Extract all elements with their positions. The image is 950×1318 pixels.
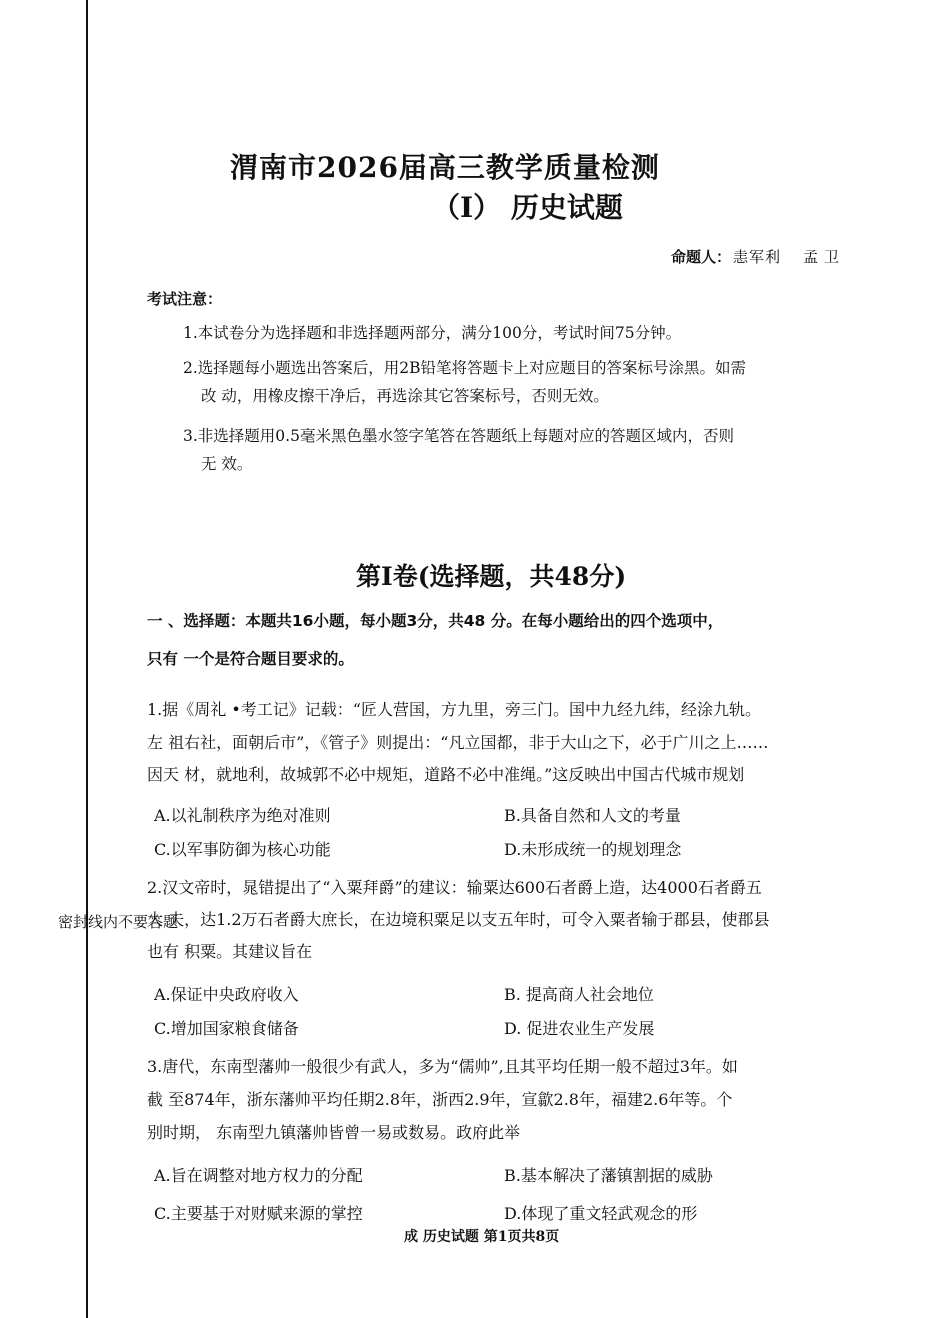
question-1-option-c: C.以军事防御为核心功能 xyxy=(154,840,331,859)
exam-title: 渭南市2026届高三教学质量检测 xyxy=(230,151,660,184)
question-2-option-b: B. 提高商人社会地位 xyxy=(504,985,654,1004)
notice-item-3 xyxy=(183,422,843,478)
author-1: 恚军利 xyxy=(732,248,781,266)
section-desc-line2: 只有 一个是符合题目要求的。 xyxy=(147,650,354,668)
question-3-option-c: C.主要基于对财赋来源的掌控 xyxy=(154,1204,363,1223)
notice-item-3-line2: 无 效。 xyxy=(201,455,253,473)
notice-item-1: 1.本试卷分为选择题和非选择题两部分，满分100分，考试时间75分钟。 xyxy=(183,324,682,342)
author-2: 孟卫 xyxy=(802,248,845,266)
question-2-option-a: A.保证中央政府收入 xyxy=(154,985,299,1004)
question-3-option-b: B.基本解决了藩镇割据的威胁 xyxy=(504,1166,713,1185)
notice-item-3-line1: 3.非选择题用0.5毫米黑色墨水签字笔答在答题纸上每题对应的答题区域内，否则 xyxy=(183,427,734,445)
page-footer: 成 历史试题 第1页共8页 xyxy=(404,1229,560,1245)
notice-item-2-line2: 改 动，用橡皮擦干净后，再选涂其它答案标号，否则无效。 xyxy=(201,387,609,405)
question-1-option-d: D.未形成统一的规划理念 xyxy=(504,840,682,859)
question-2-line1: 2.汉文帝时，晁错提出了“入粟拜爵”的建议：输粟达600石者爵上造，达4000石者爵五 xyxy=(147,878,762,897)
author-line xyxy=(671,246,845,267)
notice-item-2 xyxy=(183,354,843,410)
question-3-line1: 3.唐代，东南型藩帅一般很少有武人，多为“儒帅”,且其平均任期一般不超过3年。如 xyxy=(147,1057,738,1076)
question-1-option-b: B.具备自然和人文的考量 xyxy=(504,806,681,825)
question-1-line3: 因天 材，就地利，故城郭不必中规矩，道路不必中准绳。”这反映出中国古代城市规划 xyxy=(147,765,745,784)
question-3-line2: 截 至874年，浙东藩帅平均任期2.8年，浙西2.9年，宣歙2.8年，福建2.6年等。个 xyxy=(147,1090,733,1109)
section-desc-line1: 一 、选择题：本题共16小题，每小题3分，共48 分。在每小题给出的四个选项中， xyxy=(147,612,724,630)
question-1-line2: 左 祖右社，面朝后市”，《管子》则提出：“凡立国都，非于大山之下，必于广川之上…… xyxy=(147,733,769,752)
question-3-line3: 别时期， 东南型九镇藩帅皆曾一易或数易。政府此举 xyxy=(147,1123,521,1142)
author-label: 命题人： xyxy=(670,248,731,266)
section-title: 第I卷(选择题，共48分) xyxy=(356,562,627,591)
question-3-option-d: D.体现了重文轻武观念的形 xyxy=(504,1204,698,1223)
question-2-option-c: C.增加国家粮食储备 xyxy=(154,1019,299,1038)
notice-heading: 考试注意： xyxy=(147,290,223,308)
binding-margin-line xyxy=(86,0,88,1318)
question-1-line1: 1.据《周礼 •考工记》记载：“匠人营国，方九里，旁三门。国中九经九纬，经涂九轨。 xyxy=(147,700,761,719)
seal-line-notice: 密封线内不要答题 xyxy=(58,913,179,931)
question-3-option-a: A.旨在调整对地方权力的分配 xyxy=(154,1166,363,1185)
question-2-line2: 大 夫，达1.2万石者爵大庶长，在边境积粟足以支五年时，可令入粟者输于郡县，使郡县 xyxy=(147,910,770,929)
exam-subtitle: （I） 历史试题 xyxy=(432,191,623,224)
notice-item-2-line1: 2.选择题每小题选出答案后，用2B铅笔将答题卡上对应题目的答案标号涂黑。如需 xyxy=(183,359,747,377)
question-2-line3: 也有 积粟。其建议旨在 xyxy=(147,942,313,961)
question-1-option-a: A.以礼制秩序为绝对准则 xyxy=(154,806,331,825)
question-2-option-d: D. 促进农业生产发展 xyxy=(504,1019,655,1038)
